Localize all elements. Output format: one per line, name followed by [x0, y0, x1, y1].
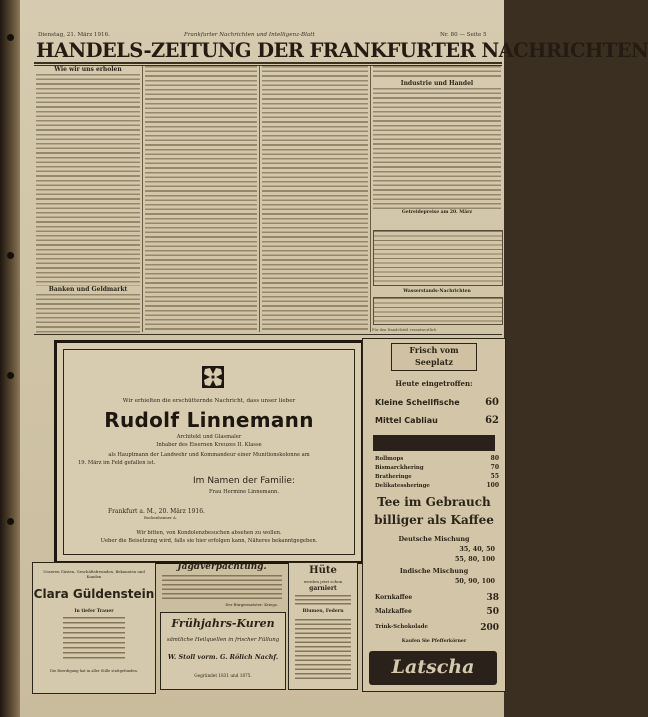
fish-row — [375, 415, 499, 429]
arrived-today: Heute eingetroffen: — [395, 379, 473, 388]
fish-label: Mittel Cabliau — [375, 416, 438, 425]
family-name: Frau Hermine Linnemann. — [208, 489, 280, 495]
notice-intro: Wir erhielten die erschütternde Nachricht, dass unser lieber — [122, 398, 296, 404]
tea-mix-1: Deutsche Mischung — [398, 535, 470, 543]
clara-mourning: In tiefer Trauer — [74, 609, 114, 614]
spring-cures-founded: Gegründet 1831 und 1875. — [194, 673, 252, 678]
spring-cures-title: Frühjahrs-Kuren — [171, 617, 275, 630]
editor-footer: Für den Handelsteil verantwortlich — [372, 328, 437, 332]
grain-price-table — [373, 230, 503, 286]
column-1 — [36, 66, 140, 332]
notice-role-4: 19. März im Feld gefallen ist. — [78, 460, 156, 466]
iron-cross-icon — [202, 366, 224, 388]
clara-footer: Die Beerdigung hat in aller Stille stattgefunden. — [49, 669, 139, 673]
hats-title: Hüte — [309, 565, 337, 576]
column-2-text — [145, 66, 257, 332]
column-divider — [370, 66, 371, 332]
column-2 — [145, 66, 257, 332]
notice-role-2: Inhaber des Eisernen Kreuzes II. Klasse — [156, 442, 262, 448]
column-1-heading: Wie wir uns erholen — [54, 66, 122, 73]
hats-word: garniert — [309, 585, 337, 592]
tea-mix-2: Indische Mischung — [399, 567, 469, 575]
deceased-name: Rudolf Linnemann — [104, 408, 314, 432]
notice-address: Bockenheimer A. — [144, 515, 177, 520]
paper-subtitle: Frankfurter Nachrichten und Intelligenz-Blatt — [184, 32, 315, 38]
book-binding — [0, 0, 20, 717]
notice-role-1: Architekt und Glasmaler — [176, 434, 242, 440]
fish-row — [375, 397, 499, 411]
hats-ad — [288, 562, 358, 690]
hunting-lease-text — [162, 575, 282, 601]
coffee-row — [375, 593, 499, 605]
notice-closing-1: Wir bitten, von Kondolenzbesuchen absehen zu wollen. — [136, 530, 282, 536]
column-3-text — [262, 66, 368, 332]
column-divider — [259, 66, 260, 332]
binding-hole — [7, 518, 14, 525]
clara-top-text: Unseren Gästen, Geschäftsfreunden, Bekannten und Kunden — [43, 569, 145, 579]
tea-mix-1-prices: 35, 40, 50 — [459, 545, 495, 553]
hunting-lease-ad — [160, 562, 284, 610]
clara-family-list — [63, 617, 125, 661]
issue-date: Dienstag, 21. März 1916. — [38, 32, 110, 38]
column-3 — [262, 66, 368, 332]
death-notice-frame — [63, 349, 355, 555]
tea-mix-1-prices-2: 55, 80, 100 — [454, 555, 495, 563]
binding-hole — [7, 252, 14, 259]
coffee-label: Kornkaffee — [375, 594, 413, 601]
death-notice — [54, 340, 364, 564]
coffee-label: Trink-Schokolade — [375, 624, 428, 630]
clara-name: Clara Güldenstein — [33, 587, 155, 601]
hats-items: Blumen, Federn — [302, 609, 344, 614]
fish-price-value: 55 — [490, 473, 499, 480]
coffee-label: Malzkaffee — [375, 608, 412, 615]
column-1-text — [36, 74, 140, 286]
fish-price-value: 80 — [490, 455, 499, 462]
column-1-subheading: Banken und Geldmarkt — [48, 286, 128, 293]
tea-mix-2-prices: 50, 90, 100 — [454, 577, 495, 585]
column-divider — [142, 66, 143, 332]
fish-price-label: Rollmops — [375, 456, 404, 462]
notice-place: Frankfurt a. M., 20. März 1916. — [108, 508, 205, 515]
hats-text-2 — [295, 619, 351, 681]
fish-dark-band — [373, 435, 495, 451]
fish-price-value: 70 — [490, 464, 499, 471]
newspaper-page — [20, 0, 648, 717]
tea-title-1: Tee im Gebrauch — [377, 495, 491, 509]
hats-text — [295, 595, 351, 607]
latscha-brand: Latscha — [391, 656, 475, 678]
column-4-text — [373, 88, 501, 210]
grain-table-title: Getreidepreise am 20. März — [401, 210, 473, 215]
spring-cures-sub: sämtliche Heilquellen in frischer Füllung — [166, 637, 280, 643]
pepper-line: Kaufen Sie Pfefferkörner — [401, 639, 467, 644]
seafood-title-box — [391, 343, 477, 371]
fish-price-label: Bismarckhering — [375, 465, 424, 471]
coffee-row — [375, 607, 499, 619]
tea-title-2: billiger als Kaffee — [374, 513, 494, 527]
fish-price-label: Bratheringe — [375, 474, 412, 480]
fish-price-label: Delikatessheringe — [375, 483, 430, 489]
hats-sub: werden jetzt schon — [303, 579, 343, 584]
fish-price-row — [375, 482, 499, 492]
hunting-lease-title: Jagdverpachtung. — [177, 562, 267, 572]
clara-guldenstein-ad — [32, 562, 156, 694]
notice-closing-2: Ueber die Beisetzung wird, falls sie hier erfolgen kann, Näheres bekanntgegeben. — [100, 538, 318, 544]
coffee-row — [375, 623, 499, 635]
seafood-title-2: Seeplatz — [414, 357, 453, 367]
fish-price: 60 — [485, 397, 499, 408]
section-rule — [34, 334, 502, 335]
hunting-lease-footer: Der Bürgermeister: Kriegs. — [225, 602, 278, 607]
water-table-title: Wasserstands-Nachrichten — [403, 289, 471, 294]
binding-hole — [7, 372, 14, 379]
fish-price-value: 100 — [486, 482, 499, 489]
spring-cures-ad — [160, 612, 286, 690]
spring-cures-firm: W. Stoll vorm. G. Rölich Nachf. — [167, 653, 279, 661]
coffee-price: 200 — [480, 623, 499, 633]
masthead-rule — [34, 62, 502, 64]
notice-role-3: als Hauptmann der Landwehr und Kommandeur einer Munitionskolonne am — [108, 452, 310, 458]
coffee-price: 38 — [486, 593, 499, 603]
fish-price: 62 — [485, 415, 499, 426]
latscha-fish-ad — [362, 338, 506, 692]
fish-label: Kleine Schellfische — [375, 398, 460, 407]
seafood-title-1: Frisch vom — [409, 345, 459, 355]
column-4-heading: Industrie und Handel — [400, 80, 474, 87]
column-1-text-2 — [36, 294, 140, 334]
family-heading: Im Namen der Familie: — [193, 476, 295, 486]
issue-number: Nr. 80 — Seite 5 — [440, 32, 487, 38]
water-level-table — [373, 297, 503, 325]
masthead-rule-thin — [34, 65, 502, 66]
column-4-text-top — [373, 66, 501, 80]
coffee-price: 50 — [486, 607, 499, 617]
latscha-logo — [369, 651, 497, 685]
masthead-title: HANDELS-ZEITUNG DER FRANKFURTER NACHRICHTEN — [36, 39, 648, 62]
binding-hole — [7, 34, 14, 41]
